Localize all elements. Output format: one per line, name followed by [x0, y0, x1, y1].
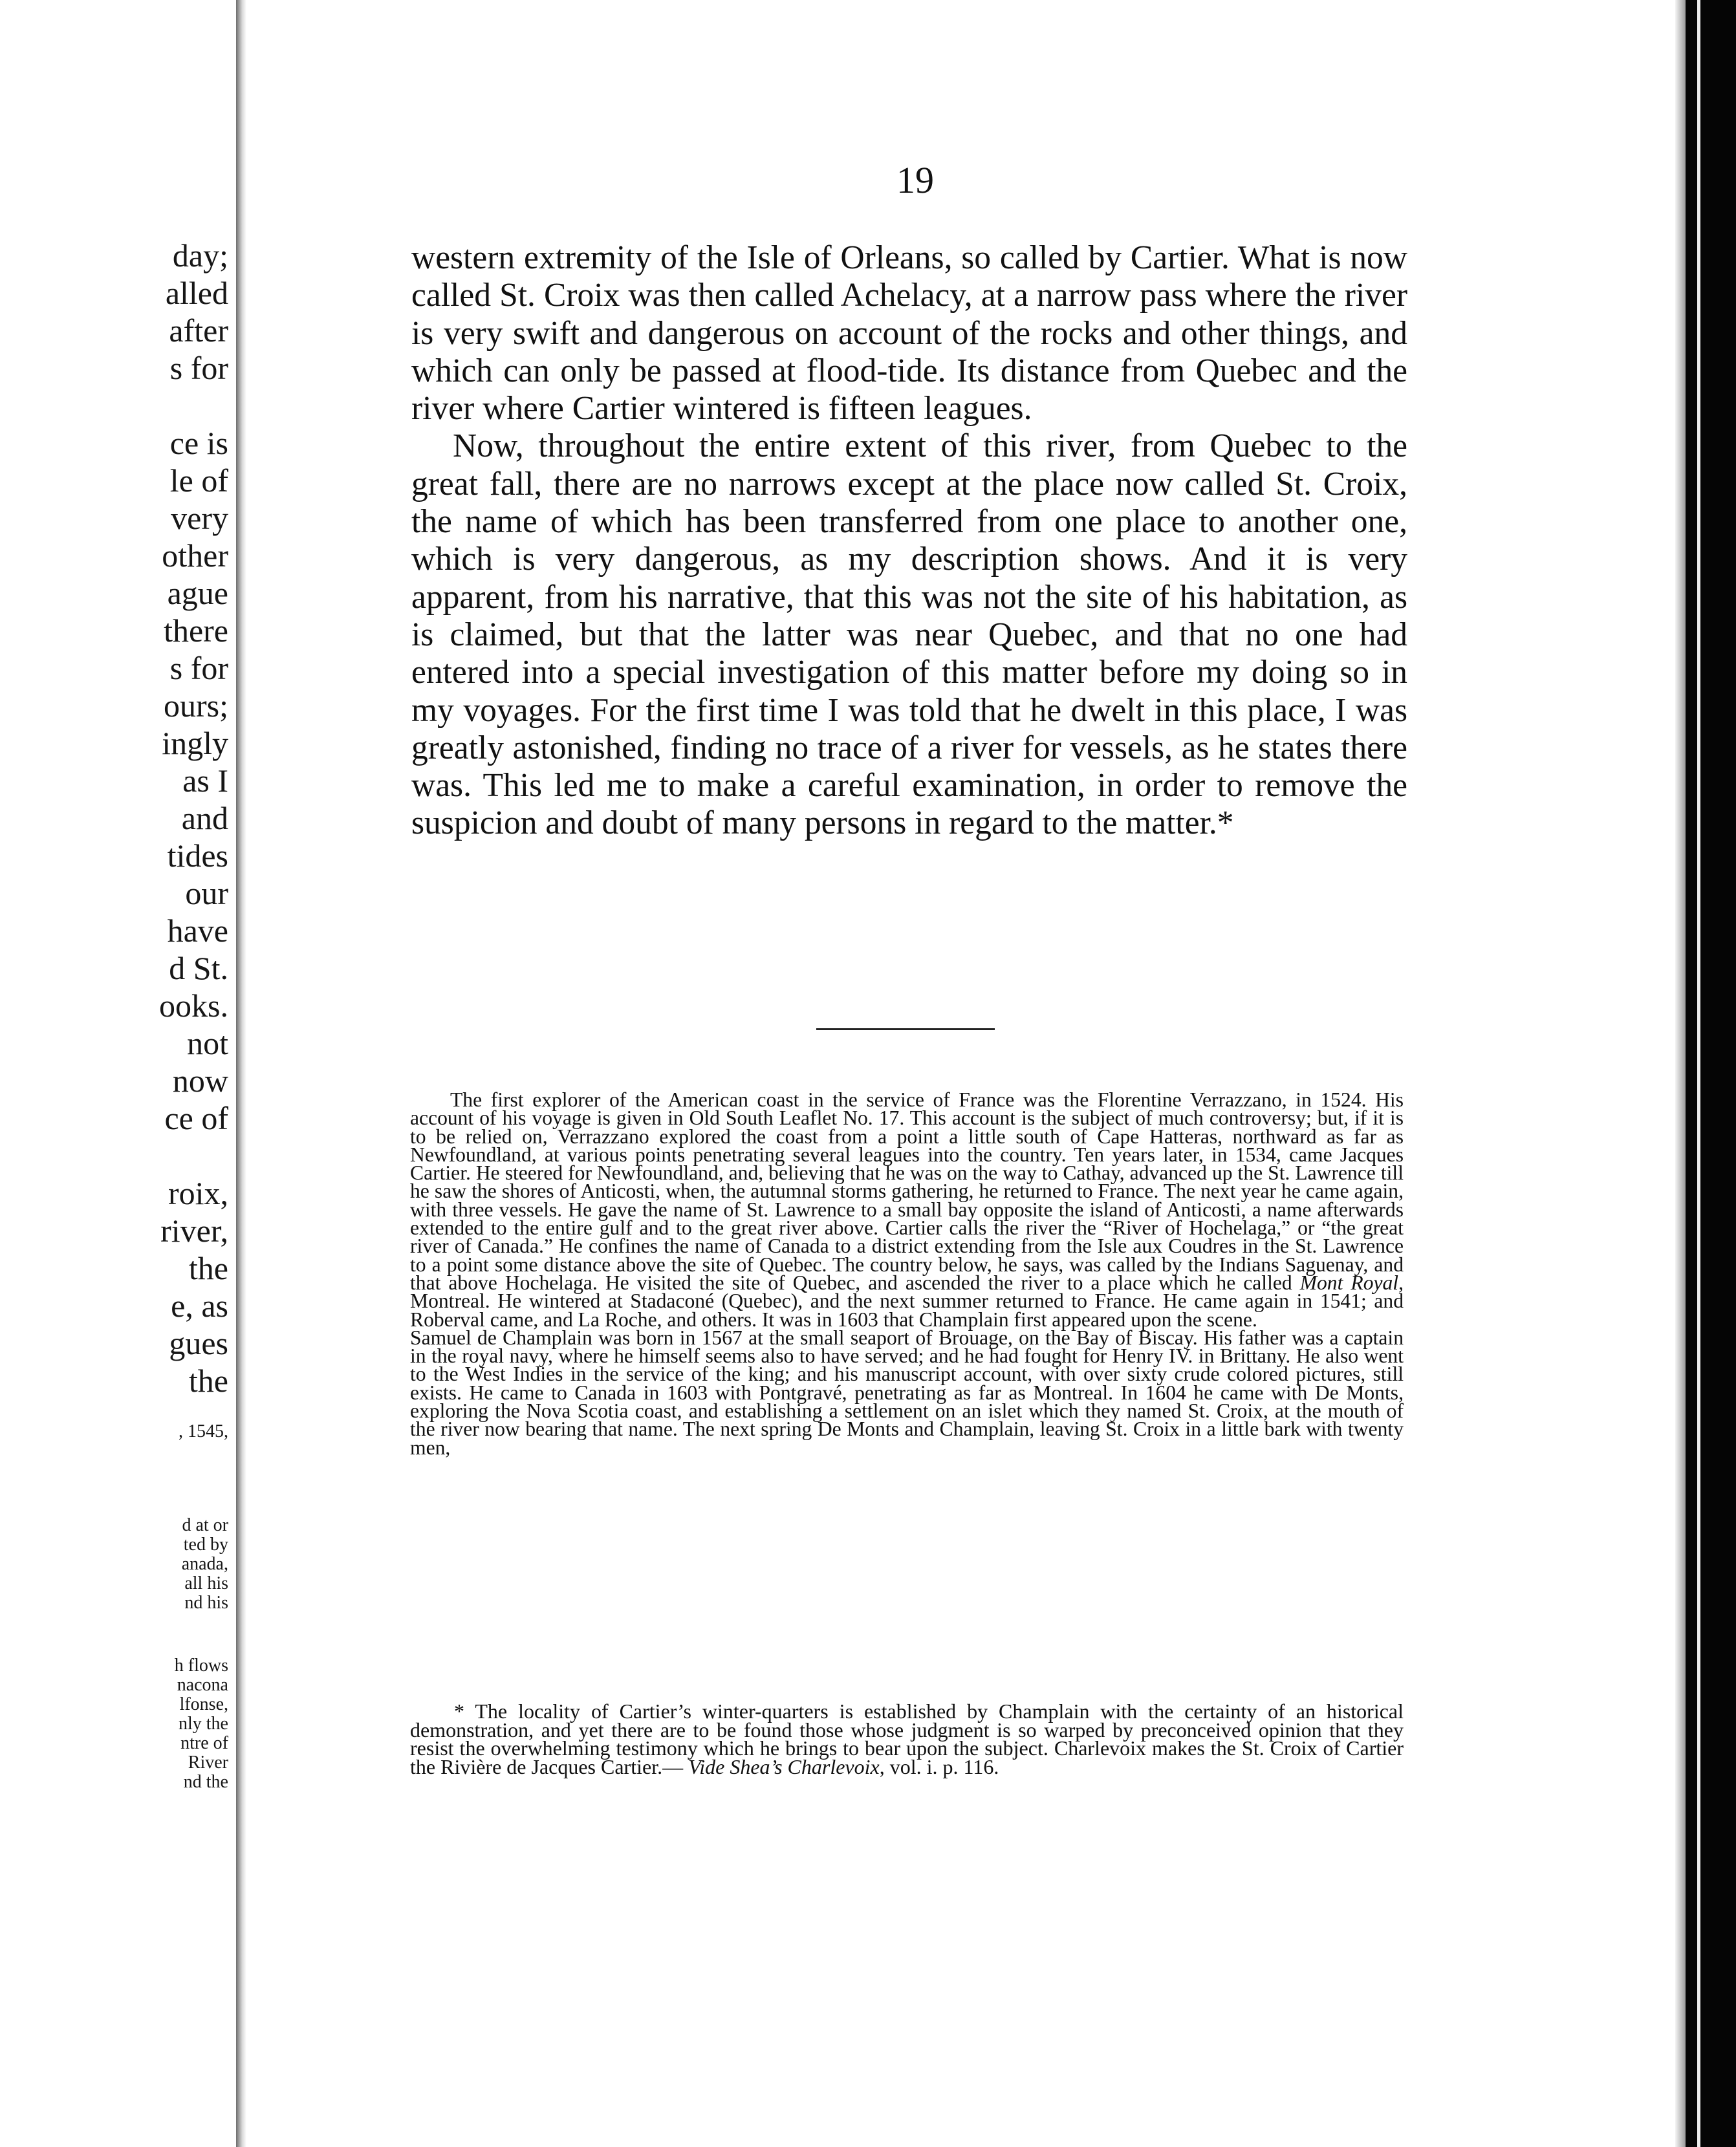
- page-gutter: [236, 0, 246, 2147]
- facing-page-line: as I: [182, 762, 228, 799]
- facing-page-line: very: [171, 500, 228, 536]
- page-number: 19: [896, 159, 934, 201]
- facing-page-line: gues: [169, 1325, 228, 1361]
- facing-page-fragment: [0, 0, 236, 2147]
- main-paragraph: Now, throughout the entire extent of this river, from Quebec to the great fall, there are no narrows except at the place now called St. Croix, the name of which has been transferred from one place to another one, which is very dangerous, as my description shows. And it is very apparent, from his narrative, that this was not the site of his habitation, as is claimed, but that the latter was near Quebec, and that no one had entered into a special investigation of this matter before my doing so in my voyages. For the first time I was told that he dwelt in this place, I was greatly astonished, finding no trace of a river for vessels, as he states there was. This led me to make a careful examination, in order to remove the suspicion and doubt of many persons in regard to the matter.*: [411, 427, 1407, 842]
- facing-page-line: ingly: [162, 725, 228, 761]
- facing-page-line: day;: [172, 237, 228, 274]
- facing-page-line: anada,: [181, 1554, 228, 1574]
- editorial-note: [410, 1088, 1404, 1459]
- facing-page-line: River: [188, 1753, 228, 1773]
- italic-citation: Vide Shea’s Charlevoix: [688, 1754, 880, 1778]
- main-paragraph: western extremity of the Isle of Orleans, so called by Cartier. What is now called St. Croix was then called Achelacy, at a narrow pass where the river is very swift and dangerous on account of the rocks and other things, and which can only be passed at flood-tide. Its distance from Quebec and the river where Cartier wintered is fifteen leagues.: [411, 239, 1407, 427]
- facing-page-line: lfonse,: [179, 1694, 228, 1714]
- facing-page-line: the: [188, 1250, 228, 1286]
- facing-page-line: after: [169, 312, 228, 349]
- facing-page-line: nly the: [179, 1714, 228, 1734]
- facing-page-line: ooks.: [159, 987, 228, 1024]
- facing-page-line: nd the: [183, 1772, 228, 1792]
- facing-page-line: d St.: [169, 950, 228, 986]
- facing-page-line: nacona: [177, 1675, 228, 1695]
- facing-page-line: not: [187, 1025, 228, 1061]
- facing-page-line: ours;: [164, 687, 228, 724]
- facing-page-line: river,: [160, 1213, 228, 1249]
- facing-page-line: tides: [167, 837, 228, 874]
- facing-page-line: h flows: [174, 1656, 228, 1676]
- italic-place-name: Mont Royal: [1299, 1271, 1399, 1294]
- footnote: * The locality of Cartier’s winter-quarters is established by Champlain with the certainty of an historical demonstration, and yet there are to be found those whose judgment is so warped by preconceived opinion that they resist the overwhelming testimony which he brings to bear upon the subject. Charlevoix makes the St. Croix of Cartier the Rivière de Jacques Cartier.— Vide Shea’s Charlevoix, vol. i. p. 116.: [410, 1699, 1404, 1778]
- facing-page-line: , 1545,: [179, 1421, 228, 1441]
- facing-page-line: and: [181, 800, 228, 836]
- facing-page-line: s for: [169, 350, 228, 386]
- facing-page-line: alled: [165, 275, 228, 311]
- facing-page-line: ce of: [164, 1100, 228, 1136]
- facing-page-line: d at or: [182, 1515, 228, 1535]
- section-divider: [816, 1028, 995, 1030]
- scan-edge-rule: [1697, 0, 1700, 2147]
- note-paragraph: The first explorer of the American coast in the service of France was the Florentine Verrazzano, in 1524. His account of his voyage is given in Old South Leaflet No. 17. This account is the subject of much controversy; but, if it is to be relied on, Verrazzano explored the coast from a point a little south of Cape Hatteras, northward as far as Newfoundland, at various points penetrating several leagues into the country. Ten years later, in 1534, came Jacques Cartier. He steered for Newfoundland, and, believing that he was on the way to Cathay, advanced up the St. Lawrence till he saw the shores of Anticosti, when, the autumnal storms gathering, he returned to France. The next year he came again, with three vessels. He gave the name of St. Lawrence to a small bay opposite the island of Anticosti, a name afterwards extended to the entire gulf and to the great river above. Cartier calls the river the “River of Hochelaga,” or “the great river of Canada.” He confines the name of Canada to a district extending from the Isle aux Coudres in the St. Lawrence to a point some distance above the site of Quebec. The country below, he says, was called by the Indians Saguenay, and that above Hochelaga. He visited the site of Quebec, and ascended the river to a place which he called Mont Royal, Montreal. He wintered at Stadaconé (Quebec), and the next summer returned to France. He came again in 1541; and Roberval came, and La Roche, and others. It was in 1603 that Champlain first appeared upon the scene.: [410, 1088, 1404, 1331]
- facing-page-line: le of: [169, 462, 228, 499]
- note-paragraph: Samuel de Champlain was born in 1567 at the small seaport of Brouage, on the Bay of Biscay. His father was a captain in the royal navy, where he himself seems also to have served; and he had fought for Henry IV. in Brittany. He also went to the West Indies in the service of the king; and his manuscript account, with over sixty crude colored pictures, still exists. He came to Canada in 1603 with Pontgravé, penetrating as far as Montreal. In 1604 he came with De Monts, exploring the Nova Scotia coast, and establishing a settlement on an islet which they named St. Croix, at the mouth of the river now bearing that name. The next spring De Monts and Champlain, leaving St. Croix in a little bark with twenty men,: [410, 1326, 1404, 1459]
- facing-page-line: e, as: [171, 1288, 228, 1324]
- facing-page-line: now: [172, 1063, 228, 1099]
- facing-page-line: there: [164, 612, 228, 649]
- page-edge-shadow: [1675, 0, 1686, 2147]
- facing-page-line: ce is: [169, 425, 228, 461]
- scan-edge-band: [1686, 0, 1736, 2147]
- facing-page-line: our: [185, 875, 228, 911]
- facing-page-line: other: [162, 537, 228, 574]
- main-text: [411, 239, 1407, 843]
- facing-page-line: ted by: [183, 1535, 228, 1555]
- facing-page-line: the: [188, 1363, 228, 1399]
- facing-page-line: nd his: [184, 1593, 228, 1613]
- facing-page-line: ague: [167, 575, 228, 611]
- facing-page-line: roix,: [168, 1175, 228, 1211]
- facing-page-line: all his: [184, 1573, 228, 1593]
- facing-page-line: ntre of: [180, 1733, 228, 1753]
- facing-page-line: s for: [169, 650, 228, 686]
- facing-page-line: have: [167, 912, 228, 949]
